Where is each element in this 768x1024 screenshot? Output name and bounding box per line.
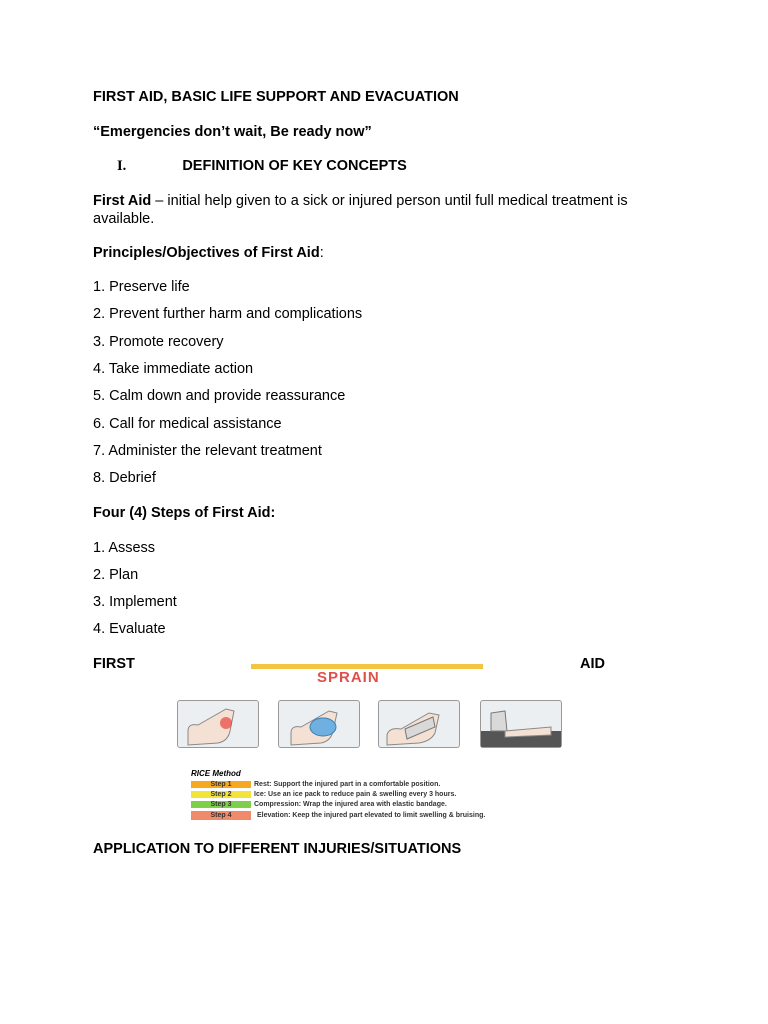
injured-ankle-icon [177,700,259,748]
ice-pack-icon [278,700,360,748]
figure-row-right: AID [580,656,605,672]
list-item: 3. Promote recovery [93,334,224,350]
list-item: 4. Evaluate [93,621,166,637]
rice-step-label: Step 1 [191,781,251,788]
definition-term: First Aid [93,193,152,209]
steps-heading: Four (4) Steps of First Aid: [93,505,276,521]
rice-step-label: Step 3 [191,801,251,808]
list-item: 6. Call for medical assistance [93,416,282,432]
list-item: 2. Plan [93,567,139,583]
principles-heading [93,244,324,262]
bandage-wrap-icon [378,700,460,748]
doc-title: FIRST AID, BASIC LIFE SUPPORT AND EVACUATION [93,89,459,105]
rice-step-label: Step 2 [191,791,251,798]
figure-row-left: FIRST [93,656,135,672]
rice-step-row [191,791,456,800]
rice-step-label: Step 4 [191,811,251,820]
list-item: 1. Preserve life [93,279,190,295]
list-item: 8. Debrief [93,470,156,486]
application-heading: APPLICATION TO DIFFERENT INJURIES/SITUATIONS [93,841,462,857]
rice-step-row [191,811,581,820]
sprain-rice-figure [175,660,575,835]
rice-step-text: Rest: Support the injured part in a comfortable position. [254,781,441,788]
rice-method-title: RICE Method [191,769,241,778]
rice-step-row [191,801,447,810]
list-item: 5. Calm down and provide reassurance [93,388,346,404]
principles-heading-text: Principles/Objectives of First Aid [93,245,320,261]
section-numeral: I. [117,158,127,174]
definition-paragraph [93,192,673,228]
definition-text: – initial help given to a sick or injured person until full medical treatment is available. [93,193,628,227]
sprain-label: SPRAIN [317,669,380,686]
list-item: 1. Assess [93,540,156,556]
rice-step-row [191,781,440,790]
section-title: DEFINITION OF KEY CONCEPTS [182,158,407,174]
rice-step-text: Ice: Use an ice pack to reduce pain & swelling every 3 hours. [254,791,457,798]
elevated-foot-icon [480,700,562,748]
principles-colon: : [319,245,324,261]
list-item: 4. Take immediate action [93,361,254,377]
list-item: 2. Prevent further harm and complications [93,306,363,322]
rice-step-text: Elevation: Keep the injured part elevated to limit swelling & bruising. [257,812,486,819]
rice-step-text: Compression: Wrap the injured area with elastic bandage. [254,801,447,808]
list-item: 7. Administer the relevant treatment [93,443,322,459]
list-item: 3. Implement [93,594,177,610]
section-heading [117,157,407,175]
tagline: “Emergencies don’t wait, Be ready now” [93,124,372,140]
